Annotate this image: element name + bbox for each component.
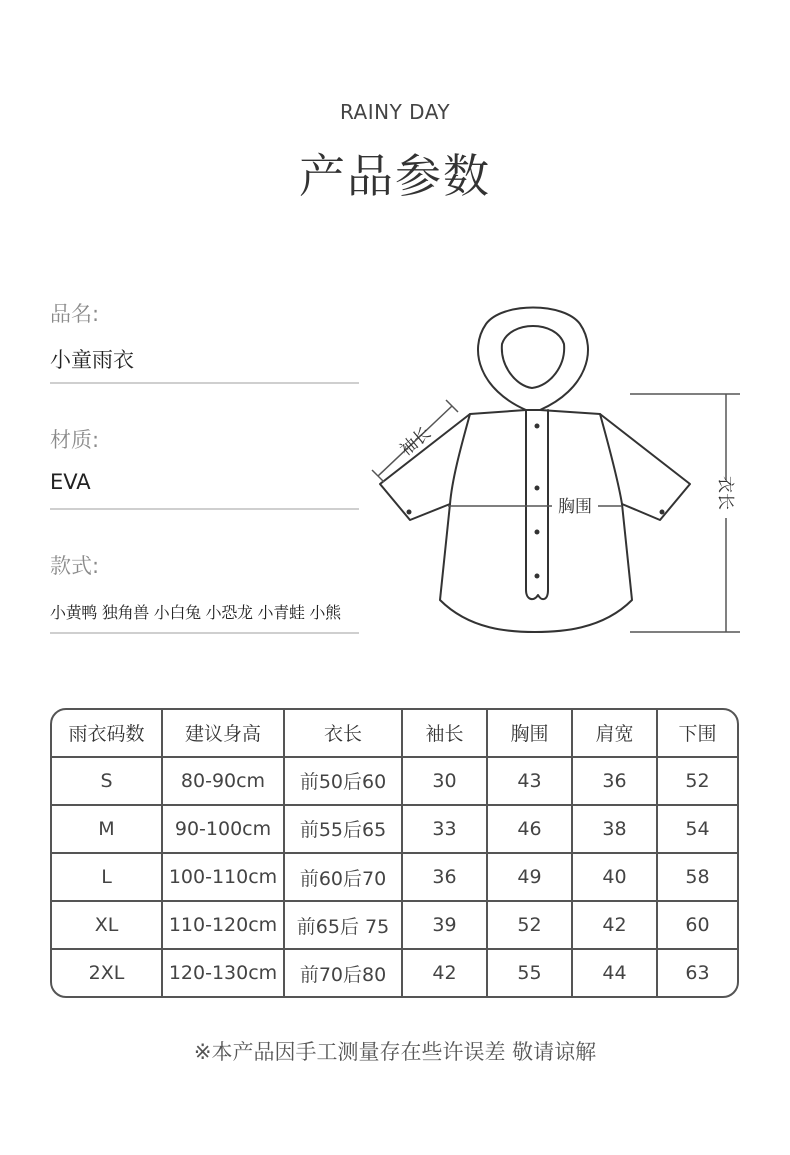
page-subtitle: RAINY DAY (339, 100, 451, 124)
material-label: 材质: (50, 428, 100, 452)
table-cell: 42 (572, 901, 657, 949)
hood-outline (478, 308, 588, 411)
table-cell: S (52, 757, 162, 805)
table-row (52, 901, 737, 949)
table-cell: 36 (572, 757, 657, 805)
header-cell: 下围 (657, 710, 737, 757)
raincoat-diagram (360, 290, 760, 650)
table-cell: 44 (572, 949, 657, 996)
header-cell: 肩宽 (572, 710, 657, 757)
table-cell: 49 (487, 853, 572, 901)
placket (526, 410, 548, 599)
info-material (50, 424, 359, 494)
table-cell: 40 (572, 853, 657, 901)
table-cell: 前50后60 (284, 757, 402, 805)
table-cell: 90-100cm (162, 805, 284, 853)
table-cell: 80-90cm (162, 757, 284, 805)
material-value: EVA (50, 470, 91, 494)
table-cell: 前65后 75 (284, 901, 402, 949)
table-cell: 30 (402, 757, 487, 805)
name-label: 品名: (50, 302, 100, 326)
table-cell: 前55后65 (284, 805, 402, 853)
hood-inner (502, 326, 564, 388)
table-cell: 110-120cm (162, 901, 284, 949)
style-value: 小黄鸭 独角兽 小白兔 小恐龙 小青蛙 小熊 (50, 603, 341, 622)
table-row (52, 757, 737, 805)
info-name (50, 298, 359, 374)
button-dot (535, 486, 540, 491)
cuff-dot (660, 510, 665, 515)
chest-label: 胸围 (558, 497, 592, 517)
table-cell: 前60后70 (284, 853, 402, 901)
table-header-row (52, 710, 737, 757)
table-cell: 42 (402, 949, 487, 996)
divider (50, 382, 359, 384)
table-cell: 54 (657, 805, 737, 853)
table-cell: 43 (487, 757, 572, 805)
length-label: 衣长 (715, 476, 735, 510)
page-title: 产品参数 (299, 149, 491, 203)
table-cell: 58 (657, 853, 737, 901)
measurement-note: ※本产品因手工测量存在些许误差 敬请谅解 (193, 1040, 597, 1064)
table-cell: 39 (402, 901, 487, 949)
table-row (52, 949, 737, 996)
header-cell: 胸围 (487, 710, 572, 757)
button-dot (535, 424, 540, 429)
info-style (50, 550, 359, 623)
coat-right (535, 410, 690, 632)
divider (50, 632, 359, 634)
table-cell: 前70后80 (284, 949, 402, 996)
table-cell: 2XL (52, 949, 162, 996)
table-cell: 36 (402, 853, 487, 901)
table-cell: 52 (657, 757, 737, 805)
sleeve-label: 袖长 (396, 423, 436, 461)
table-cell: 46 (487, 805, 572, 853)
table-cell: 55 (487, 949, 572, 996)
table-cell: 100-110cm (162, 853, 284, 901)
name-value: 小童雨衣 (50, 348, 134, 372)
table-cell: 120-130cm (162, 949, 284, 996)
table-cell: 38 (572, 805, 657, 853)
divider (50, 508, 359, 510)
table-cell: XL (52, 901, 162, 949)
table-cell: L (52, 853, 162, 901)
table-cell: 63 (685, 962, 710, 985)
header-cell: 衣长 (284, 710, 402, 757)
header-cell: 雨衣码数 (52, 710, 162, 757)
button-dot (535, 574, 540, 579)
cuff-dot (407, 510, 412, 515)
header-cell: 建议身高 (162, 710, 284, 757)
table-cell: 33 (402, 805, 487, 853)
size-table (50, 708, 739, 998)
table-cell: 52 (487, 901, 572, 949)
button-dot (535, 530, 540, 535)
table-cell: 60 (657, 901, 737, 949)
header-cell: 袖长 (402, 710, 487, 757)
style-label: 款式: (50, 554, 100, 578)
table-row (52, 853, 737, 901)
table-cell: M (52, 805, 162, 853)
table-row (52, 805, 737, 853)
